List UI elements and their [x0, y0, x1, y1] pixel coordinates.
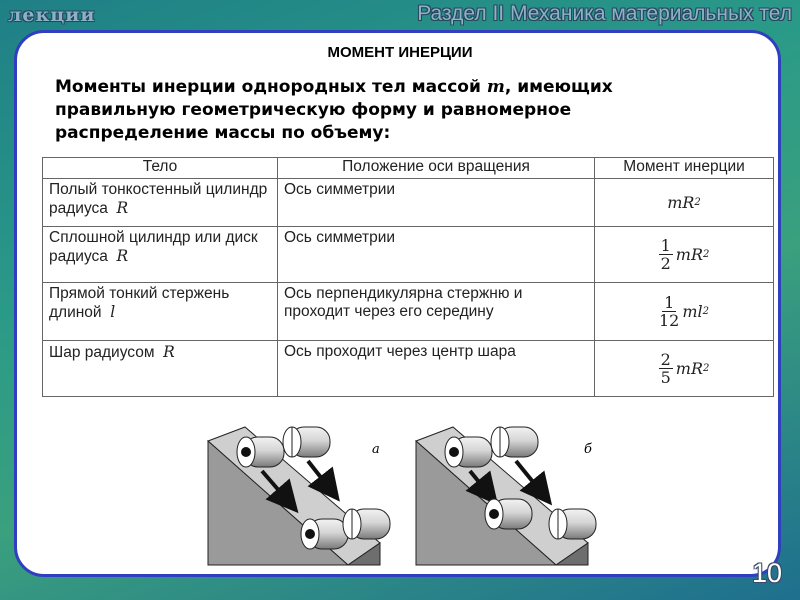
slide-title: МОМЕНТ ИНЕРЦИИ [327, 44, 473, 61]
hollow-cylinder-top [237, 437, 284, 467]
table-row [43, 179, 774, 227]
hollow-cylinder-bottom [485, 499, 532, 529]
body-cell: Прямой тонкий стержень длиной l [43, 283, 278, 341]
axis-cell: Ось симметрии [278, 227, 595, 283]
axis-cell: Ось проходит через центр шара [278, 341, 595, 397]
hollow-cylinder-bottom [301, 519, 348, 549]
hollow-cylinder-top [445, 437, 492, 467]
moment-cell [595, 341, 774, 397]
formula: mR 2 [667, 192, 701, 212]
solid-cylinder-top [283, 427, 330, 457]
lectures-tag: лекции [8, 4, 96, 26]
formula: $\frac{2}{5}$ mR 2 [660, 350, 710, 387]
body-cell: Полый тонкостенный цилиндр радиуса R [43, 179, 278, 227]
figure-a [208, 427, 390, 565]
table-row [43, 283, 774, 341]
table-row [43, 227, 774, 283]
body-cell: Сплошной цилиндр или диск радиуса R [43, 227, 278, 283]
axis-cell: Ось симметрии [278, 179, 595, 227]
solid-cylinder-bottom [343, 509, 390, 539]
mass-variable: m [486, 77, 505, 97]
table-row [43, 341, 774, 397]
section-title: Раздел II Механика материальных тел [417, 2, 792, 25]
formula: $\frac{1}{2}$ mR 2 [660, 236, 710, 273]
page-number: 10 [751, 558, 782, 588]
figure-label-b: б [584, 442, 592, 457]
header-moment: Момент инерции [595, 158, 774, 179]
moment-cell [595, 179, 774, 227]
axis-cell: Ось перпендикулярна стержню и проходит через его середину [278, 283, 595, 341]
header-body: Тело [43, 158, 278, 179]
moment-cell [595, 227, 774, 283]
moment-cell [595, 283, 774, 341]
moments-table [42, 157, 774, 397]
figure-label-a: а [372, 442, 380, 457]
intro-text: Моменты инерции однородных тел массой m, имеющих правильную геометрическую форму и равномерное распределение массы по объему: [55, 77, 613, 143]
table-header-row [43, 158, 774, 179]
figure-b [416, 427, 596, 565]
header-axis: Положение оси вращения [278, 158, 595, 179]
body-cell: Шар радиусом R [43, 341, 278, 397]
solid-cylinder-bottom [549, 509, 596, 539]
inclined-plane-figures [200, 415, 620, 575]
formula: $\frac{1}{12}$ ml 2 [658, 293, 710, 330]
solid-cylinder-top [491, 427, 538, 457]
